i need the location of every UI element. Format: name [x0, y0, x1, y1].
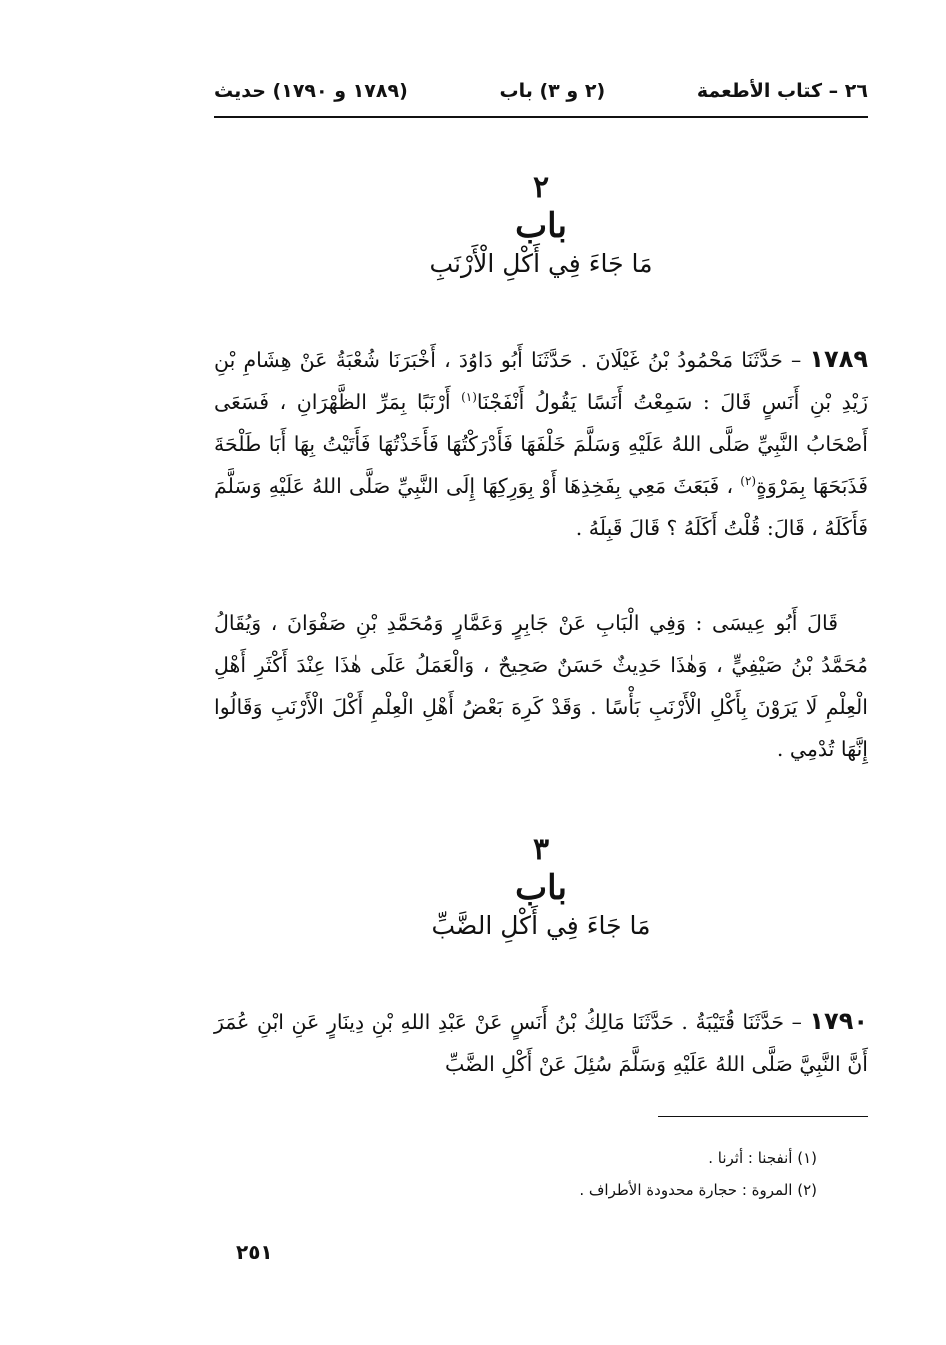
section-number: ٢: [532, 170, 550, 205]
section-heading-2: [214, 170, 868, 282]
hadith-number: ١٧٨٩: [809, 345, 868, 373]
section-number: ٣: [532, 832, 550, 867]
section-word: باب: [515, 868, 567, 908]
commentary-paragraph: قَالَ أَبُو عِيسَى : وَفِي الْبَابِ عَنْ جَابِرٍ وَعَمَّارٍ وَمُحَمَّدِ بْنِ صَفْوَانَ ، وَيُقَالُ مُحَمَّدُ بْنُ صَيْفِيٍّ ، وَهٰذَا حَدِيثٌ حَسَنٌ صَحِيحٌ ، وَالْعَمَلُ عَلَى هٰذَا عِنْدَ أَكْثَرِ أَهْلِ الْعِلْمِ لَا يَرَوْنَ بِأَكْلِ الْأَرْنَبِ بَأْسًا . وَقَدْ كَرِهَ بَعْضُ أَهْلِ الْعِلْمِ أَكْلَ الْأَرْنَبِ وَقَالُوا إِنَّهَا تُدْمِي .: [214, 611, 868, 761]
hadith-text: – حَدَّثَنَا مَحْمُودُ بْنُ غَيْلَانَ . حَدَّثَنَا أَبُو دَاوُدَ ، أَخْبَرَنَا شُعْبَةُ عَنْ هِشَامِ بْنِ زَيْدِ بْنِ أَنَسٍ قَالَ : سَمِعْتُ أَنَسًا يَقُولُ أَنْفَجْنَا: [214, 348, 868, 414]
footnote-1: (١) أنفجنا : أثرنا .: [708, 1149, 817, 1167]
section-heading-3: [214, 832, 868, 944]
footnote-ref-2: (٢): [740, 474, 757, 489]
section-title: مَا جَاءَ فِي أَكْلِ الضَّبِّ: [431, 911, 651, 940]
header-hadith-range: (١٧٨٩ و ١٧٩٠) حديث: [214, 80, 408, 102]
page-number: ٢٥١: [236, 1240, 273, 1264]
footnote-2: (٢) المروة : حجارة محدودة الأطراف .: [579, 1181, 817, 1199]
footnote-rule: [658, 1116, 868, 1117]
hadith-number: ١٧٩٠: [809, 1007, 868, 1035]
hadith-1790: [214, 1000, 868, 1085]
running-header: [214, 74, 868, 108]
header-chapter-sections: (٢ و ٣) باب: [499, 80, 606, 102]
hadith-text: – حَدَّثَنَا قُتَيْبَةُ . حَدَّثَنَا مَالِكُ بْنُ أَنَسٍ عَنْ عَبْدِ اللهِ بْنِ دِينَارٍ عَنِ ابْنِ عُمَرَ أَنَّ النَّبِيَّ صَلَّى اللهُ عَلَيْهِ وَسَلَّمَ سُئِلَ عَنْ أَكْلِ الضَّبِّ: [214, 1010, 868, 1076]
section-title: مَا جَاءَ فِي أَكْلِ الْأَرْنَبِ: [429, 249, 653, 278]
hadith-text: ، فَبَعَثَ مَعِي بِفَخِذِهَا أَوْ بِوَرِكِهَا إِلَى النَّبِيِّ صَلَّى اللهُ عَلَيْهِ وَسَلَّمَ فَأَكَلَهُ ، قَالَ: قُلْتُ أَكَلَهُ ؟ قَالَ قَبِلَهُ .: [214, 474, 868, 540]
hadith-text: أَرْنَبًا بِمَرِّ الظَّهْرَانِ ، فَسَعَى أَصْحَابُ النَّبِيِّ صَلَّى اللهُ عَلَيْهِ وَسَلَّمَ خَلْفَهَا فَأَدْرَكْتُهَا فَأَخَذْتُهَا فَأَتَيْتُ بِهَا أَبَا طَلْحَةَ فَذَبَحَهَا بِمَرْوَةٍ: [214, 390, 868, 498]
footnotes: [214, 1142, 817, 1206]
footnote-ref-1: (١): [461, 390, 477, 405]
header-chapter: ٢٦ – كتاب الأطعمة: [696, 80, 868, 102]
section-word: باب: [515, 206, 567, 246]
header-rule: [214, 116, 868, 118]
hadith-1789: [214, 338, 868, 549]
